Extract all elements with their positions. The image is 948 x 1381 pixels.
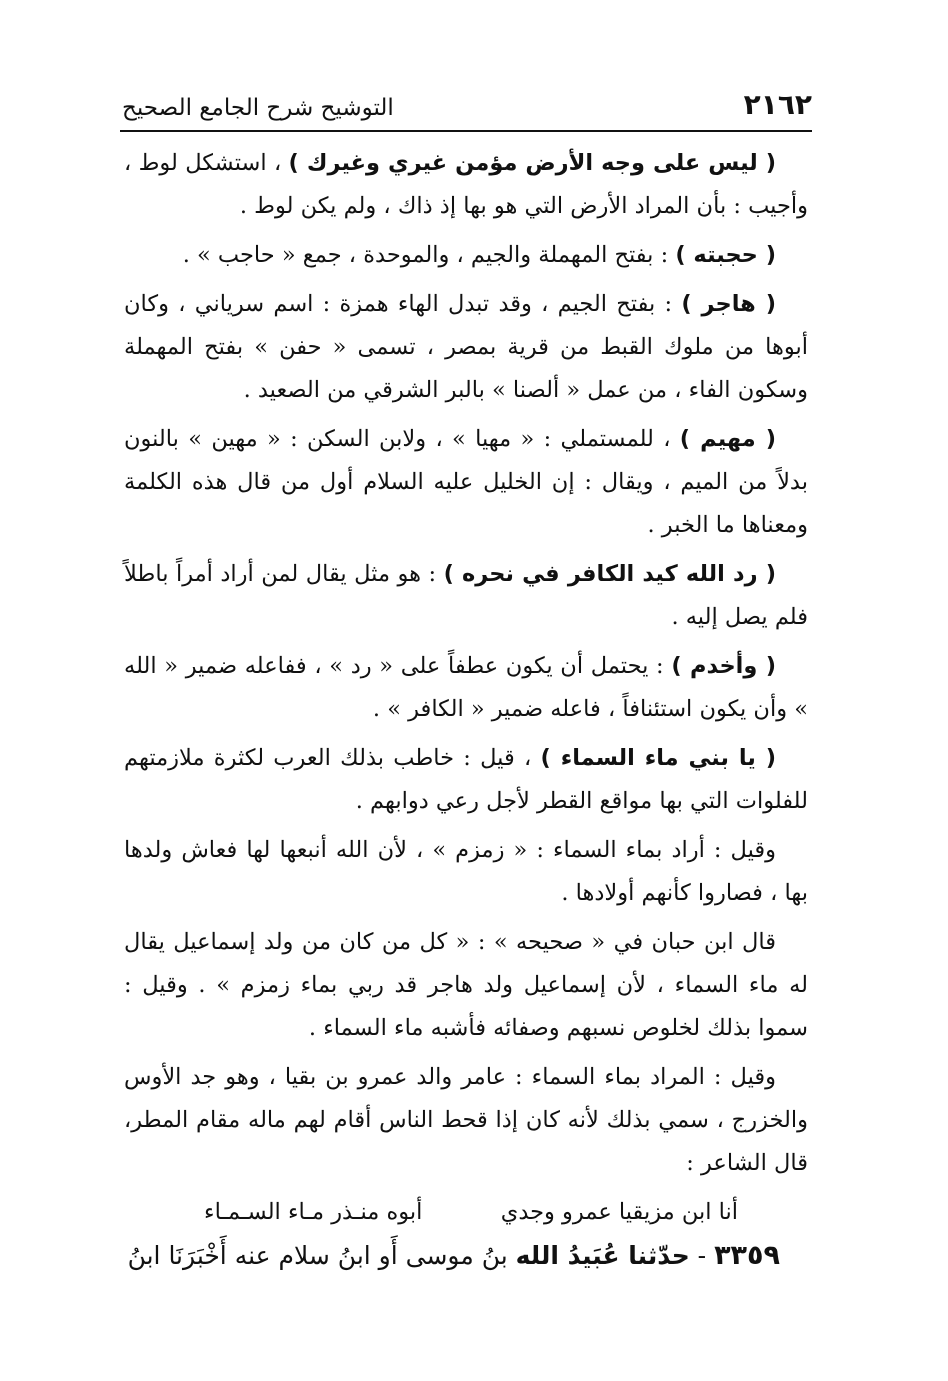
- lemma: ( حجبته ): [675, 242, 776, 268]
- page-number: ٢١٦٢: [743, 88, 812, 121]
- paragraph-text: ، للمستملي : « مهيا » ، ولابن السكن : « مهين » بالنون بدلاً من الميم ، ويقال : إن الخليل عليه السلام أول من قال هذه الكلمة ومعناها ما الخبر .: [124, 426, 808, 538]
- paragraph-text: ، قيل : خاطب بذلك العرب لكثرة ملازمتهم للفلوات التي بها مواقع القطر لأجل رعي دوابهم .: [124, 745, 808, 814]
- paragraph-text: : يحتمل أن يكون عطفاً على « رد » ، ففاعله ضمير « الله » وأن يكون استئنافاً ، فاعله ضمير « الكافر » .: [124, 653, 808, 722]
- hadith-number: ٣٣٥٩: [714, 1240, 780, 1271]
- hadith-narration-start: حدّثنا عُبَيدُ الله: [515, 1241, 690, 1270]
- paragraph: [124, 234, 808, 277]
- paragraph-text: ، استشكل لوط ، وأجيب : بأن المراد الأرض التي هو بها إذ ذاك ، ولم يكن لوط .: [124, 150, 808, 219]
- paragraph: [124, 418, 808, 547]
- commentary-body: [124, 142, 808, 1278]
- hadith-dash: -: [689, 1241, 715, 1270]
- paragraph: [124, 737, 808, 823]
- paragraph-text: : هو مثل يقال لمن أراد أمراً باطلاً فلم يصل إليه .: [124, 561, 808, 630]
- hadith-text: بنُ موسى أَو ابنُ سلام عنه أَخْبَرَنَا ابنُ: [127, 1241, 516, 1270]
- paragraph: [124, 829, 808, 915]
- paragraph-text: : بفتح الجيم ، وقد تبدل الهاء همزة : اسم سرياني ، وكان أبوها من ملوك القبط من قرية بمصر ، تسمى « حفن » بفتح المهملة وسكون الفاء ، من عمل « ألصنا » بالبر الشرقي من الصعيد .: [124, 291, 808, 403]
- paragraph-text: وقيل : المراد بماء السماء : عامر والد عمرو بن بقيا ، وهو جد الأوس والخزرج ، سمي بذلك لأنه كان إذا قحط الناس أقام لهم ماله مقام المطر، قال الشاعر :: [124, 1064, 808, 1176]
- paragraph: [124, 553, 808, 639]
- first-hemistich: أنا ابن مزيقيا عمرو وجدي: [500, 1199, 738, 1225]
- hadith-line: [124, 1234, 808, 1278]
- lemma: ( هاجر ): [681, 291, 776, 317]
- paragraph-text: قال ابن حبان في « صحيحه » : « كل من كان من ولد إسماعيل يقال له ماء السماء ، لأن إسماعيل ولد هاجر قد ربي بماء زمزم » . وقيل : سموا بذلك لخلوص نسبهم وصفائه فأشبه ماء السماء .: [124, 929, 808, 1041]
- lemma: ( مهيم ): [679, 426, 776, 452]
- lemma: ( رد الله كيد الكافر في نحره ): [443, 561, 776, 587]
- paragraph: [124, 142, 808, 228]
- running-title: التوشيح شرح الجامع الصحيح: [122, 95, 394, 121]
- lemma: ( يا بني ماء السماء ): [540, 745, 776, 771]
- paragraph-text: : بفتح المهملة والجيم ، والموحدة ، جمع « حاجب » .: [182, 242, 676, 268]
- second-hemistich: أبوه منـذر مـاء السـمـاء: [204, 1199, 423, 1225]
- poetry-verse: [124, 1191, 808, 1234]
- paragraph: [124, 645, 808, 731]
- paragraph: [124, 1056, 808, 1185]
- lemma: ( ليس على وجه الأرض مؤمن غيري وغيرك ): [288, 150, 776, 176]
- page-header: [120, 86, 812, 132]
- paragraph-text: وقيل : أراد بماء السماء : « زمزم » ، لأن الله أنبعها لها فعاش ولدها بها ، فصاروا كأنهم أولادها .: [124, 837, 808, 906]
- lemma: ( وأخدم ): [671, 653, 777, 679]
- paragraph: [124, 283, 808, 412]
- paragraph: [124, 921, 808, 1050]
